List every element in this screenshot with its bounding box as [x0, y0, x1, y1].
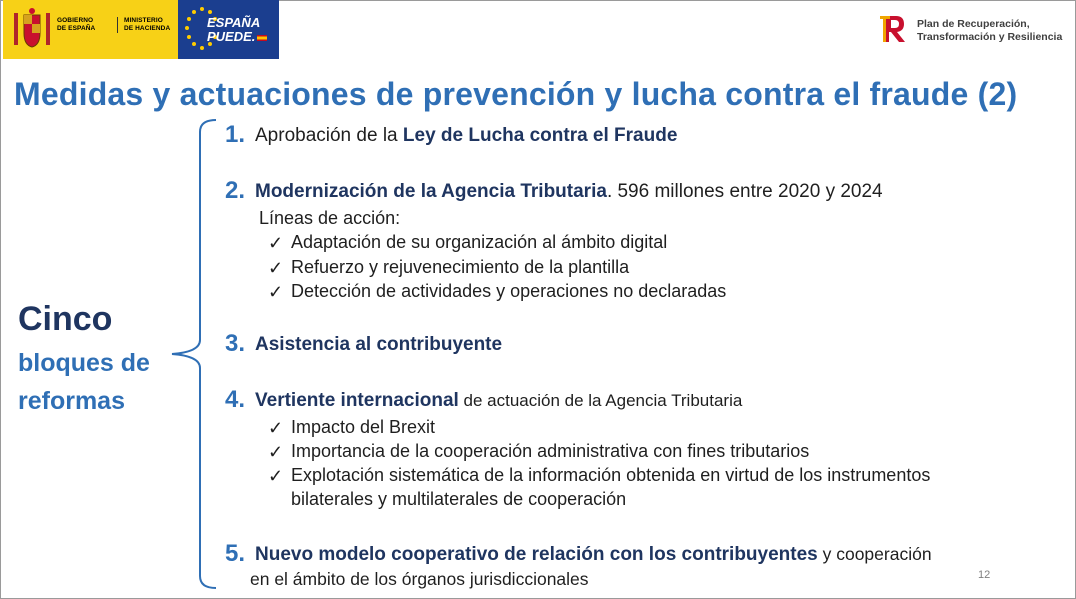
item-1-number: 1. — [225, 121, 246, 148]
item-5-number: 5. — [225, 540, 246, 567]
gobierno-logo — [3, 0, 178, 59]
item-4-bullet-3-continuation: bilaterales y multilaterales de cooperación — [291, 489, 627, 509]
item-2-text: Modernización de la Agencia Tributaria. 596 millones entre 2020 y 2024 — [255, 181, 883, 202]
prtr-logo-icon — [878, 12, 910, 44]
item-2-bullet-1: Adaptación de su organización al ámbito digital — [291, 232, 668, 252]
espana-puede-text: ESPAÑA PUEDE. — [207, 15, 261, 44]
curly-brace-icon — [168, 118, 218, 590]
ministerio-text: MINISTERIO DE HACIENDA — [117, 17, 170, 33]
checkmark-icon: ✓ — [268, 466, 284, 486]
spain-flag-icon — [257, 35, 267, 41]
item-4-bullet-2: Importancia de la cooperación administrativa con fines tributarios — [291, 441, 810, 461]
item-2-number: 2. — [225, 177, 246, 204]
slide-title: Medidas y actuaciones de prevención y lucha contra el fraude (2) — [14, 76, 1018, 112]
checkmark-icon: ✓ — [268, 442, 284, 462]
checkmark-icon: ✓ — [268, 418, 284, 438]
bloques-label: bloques de reformas — [18, 349, 150, 415]
checkmark-icon: ✓ — [268, 258, 284, 278]
plan-recuperacion-text: Plan de Recuperación, Transformación y Resiliencia — [917, 18, 1063, 43]
gobierno-text: GOBIERNO DE ESPAÑA — [57, 17, 96, 32]
espana-puede-logo — [178, 0, 279, 59]
item-4-bullet-3: Explotación sistemática de la información obtenida en virtud de los instrumentos — [291, 465, 931, 485]
item-1-text: Aprobación de la Ley de Lucha contra el Fraude — [255, 125, 678, 146]
item-2-bullet-2: Refuerzo y rejuvenecimiento de la plantilla — [291, 257, 630, 277]
item-4-text: Vertiente internacional de actuación de la Agencia Tributaria — [255, 390, 743, 411]
cinco-label: Cinco — [18, 300, 113, 338]
item-3-text: Asistencia al contribuyente — [255, 334, 503, 355]
item-5-text: Nuevo modelo cooperativo de relación con los contribuyentes y cooperación — [255, 544, 932, 565]
item-4-number: 4. — [225, 386, 246, 413]
coat-of-arms-icon — [12, 7, 52, 51]
checkmark-icon: ✓ — [268, 233, 284, 253]
government-banner — [3, 0, 279, 59]
plan-recuperacion-logo — [878, 12, 1074, 46]
item-4-bullet-1: Impacto del Brexit — [291, 417, 436, 437]
page-number: 12 — [978, 569, 991, 581]
item-3-number: 3. — [225, 330, 246, 357]
item-5-continuation: en el ámbito de los órganos jurisdiccionales — [250, 569, 589, 589]
item-2-bullet-3: Detección de actividades y operaciones no declaradas — [291, 281, 727, 301]
item-2-subheading: Líneas de acción: — [259, 208, 401, 228]
checkmark-icon: ✓ — [268, 282, 284, 302]
